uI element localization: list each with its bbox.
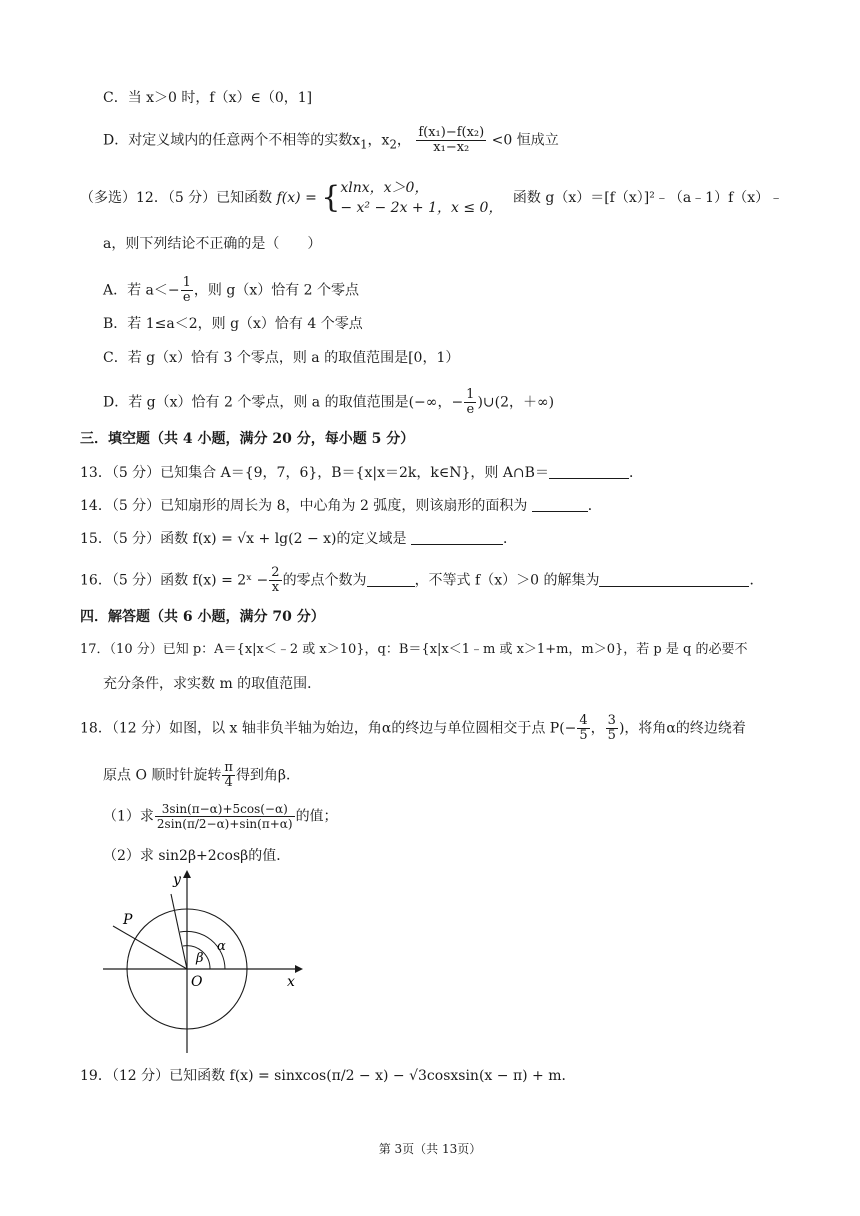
label-origin: O <box>191 974 203 990</box>
page-footer: 第 3页（共 13页） <box>378 1142 482 1156</box>
answer-blank <box>367 572 415 587</box>
q15: 15．（5 分）函数 f(x) = √x + lg(2 − x)的定义域是 ． <box>80 531 517 547</box>
x-axis-arrow-icon <box>295 965 303 973</box>
fraction-d11: $\frac{\text{f(x₁)−f(x₂)}}{\text{x₁−x₂}}$ <box>418 125 485 155</box>
terminal-side-alpha <box>113 926 187 969</box>
answer-blank <box>599 572 749 587</box>
label-y: y <box>173 872 181 888</box>
label-x: x <box>287 974 295 990</box>
answer-blank <box>549 464 629 479</box>
label-p: P <box>123 912 133 928</box>
q18-line1: 18．（12 分）如图，以 x 轴非负半轴为始边，角α的终边与单位圆相交于点 P(− $\frac{4}{5}$ ， $\frac{3}{5}$ )，将角α的终边绕着 <box>80 713 746 743</box>
q18-part2: （2）求 sin2β+2cosβ的值． <box>103 848 291 864</box>
q18-part1: （1）求 $\frac{3\sin(\pi-\alpha)+5\cos(-\alpha)}{2\sin(\pi/2-\alpha)+\sin(\pi+\alpha)}$ 的值； <box>103 802 338 831</box>
q12-option-a: A．若 a＜− $\frac{1}{e}$ ，则 g（x）恰有 2 个零点 <box>103 275 360 305</box>
q14: 14．（5 分）已知扇形的周长为 8，中心角为 2 弧度，则该扇形的面积为 ． <box>80 498 602 514</box>
q12-option-d: D．若 g（x）恰有 2 个零点，则 a 的取值范围是(−∞，− $\frac{1}{e}$ )∪(2，＋∞) <box>103 387 555 417</box>
piecewise-cases: xlnx，x＞0， − x² − 2x + 1，x ≤ 0， <box>340 180 503 216</box>
q11-option-c: C．当 x＞0 时，f（x）∈（0，1] <box>103 90 313 106</box>
q19: 19．（12 分）已知函数 f(x) = sinxcos(π/2 − x) − √3cosxsin(x − π) + m． <box>80 1068 576 1084</box>
unit-circle-figure <box>95 868 305 1058</box>
q16: 16．（5 分）函数 f(x) = 2ˣ − $\frac{2}{x}$ 的零点个数为 ，不等式 f（x）＞0 的解集为 ． <box>80 565 764 595</box>
label-beta: β <box>196 951 204 966</box>
q12-option-c: C．若 g（x）恰有 3 个零点，则 a 的取值范围是[0，1） <box>103 350 460 366</box>
section-4-heading: 四．解答题（共 6 小题，满分 70 分） <box>80 609 325 625</box>
y-axis-arrow-icon <box>183 870 191 878</box>
section-3-heading: 三．填空题（共 4 小题，满分 20 分，每小题 5 分） <box>80 431 415 447</box>
q18-line2: 原点 O 顺时针旋转 $\frac{\pi}{4}$ 得到角β． <box>103 760 301 790</box>
label-alpha: α <box>217 939 226 954</box>
q12-stem: （多选）12．（5 分）已知函数 f(x) = { xlnx，x＞0， − x² − 2x + 1，x ≤ 0， 函数 g（x）＝[f（x）]²﹣（a﹣1）f（x）﹣ <box>80 180 784 216</box>
answer-blank <box>411 530 503 545</box>
q17-line1: 17．（10 分）已知 p：A＝{x|x＜﹣2 或 x＞10}，q：B＝{x|x＜1﹣m 或 x＞1+m，m＞0}，若 p 是 q 的必要不 <box>80 642 748 657</box>
answer-blank <box>532 497 588 512</box>
q17-line2: 充分条件，求实数 m 的取值范围． <box>103 676 322 692</box>
q11-option-d: D．对定义域内的任意两个不相等的实数$x_1$，$x_2$， $\frac{\text{f(x₁)−f(x₂)}}{\text{x₁−x₂}}$ <0 恒成立 <box>103 125 559 155</box>
q12-option-b: B．若 1≤a＜2，则 g（x）恰有 4 个零点 <box>103 316 363 332</box>
q12-stem-line2: a，则下列结论不正确的是（ ） <box>103 236 322 252</box>
q13: 13．（5 分）已知集合 A＝{9，7，6}，B＝{x|x＝2k，k∈N}，则 A∩B＝ ． <box>80 465 643 481</box>
